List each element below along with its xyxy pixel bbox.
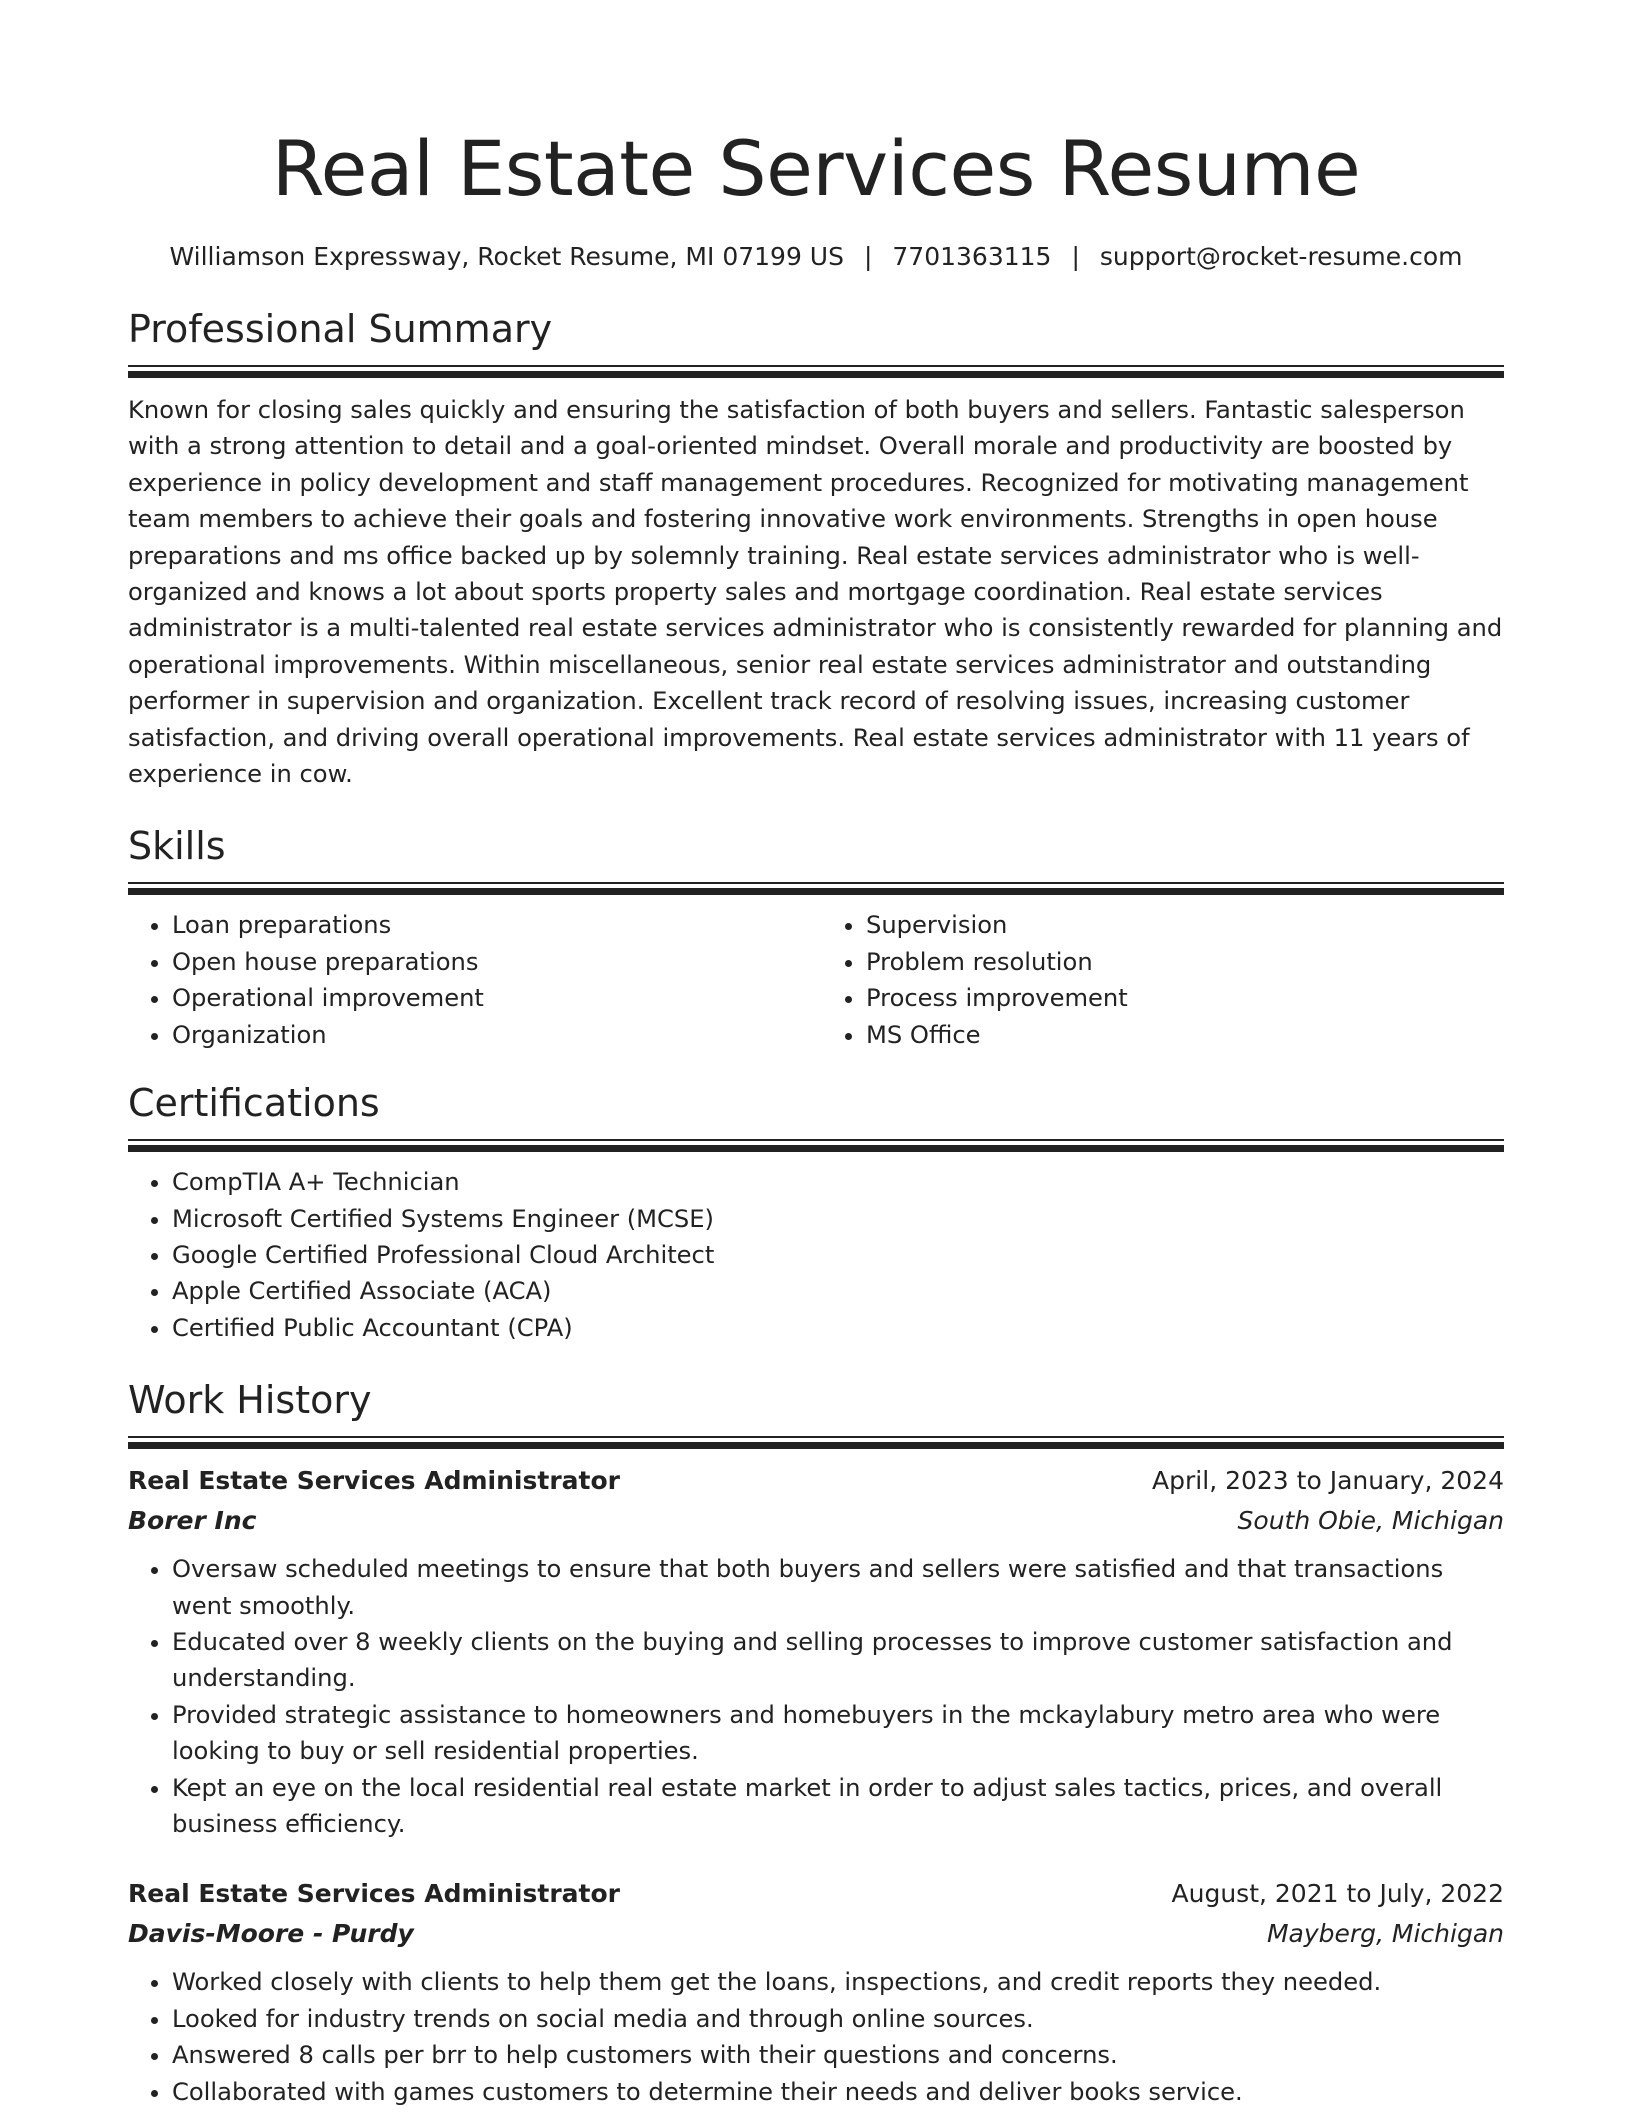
contact-line (128, 240, 1504, 274)
skill-item: • Problem resolution (866, 944, 1504, 980)
job-title: Real Estate Services Administrator (128, 1466, 620, 1496)
summary-section (128, 305, 1504, 792)
contact-separator: | (863, 242, 873, 271)
skill-item: • Loan preparations (172, 907, 816, 943)
certifications-section (128, 1079, 1504, 1346)
job-header (128, 1874, 1504, 1914)
skill-item: • Organization (172, 1017, 816, 1053)
job-bullet: • Worked closely with clients to help them get the loans, inspections, and credit reports they needed. (172, 1964, 1504, 2000)
job-bullets (128, 1964, 1504, 2110)
skills-grid (128, 907, 1504, 1053)
job-company: Borer Inc (128, 1506, 257, 1536)
job-dates: August, 2021 to July, 2022 (1171, 1879, 1504, 1909)
job-bullet: • Collaborated with games customers to determine their needs and deliver books service. (172, 2074, 1504, 2110)
contact-phone: 7701363115 (892, 242, 1052, 271)
job-company: Davis-Moore - Purdy (128, 1919, 414, 1949)
section-heading-certifications: Certifications (128, 1081, 380, 1126)
job-dates: April, 2023 to January, 2024 (1152, 1466, 1504, 1496)
job-location: Mayberg, Michigan (1266, 1919, 1504, 1949)
job-bullet: • Provided strategic assistance to homeowners and homebuyers in the mckaylabury metro area who were looking to buy or sell residential properties. (172, 1697, 1504, 1770)
skills-list-right (816, 907, 1504, 1053)
job-subheader (128, 1914, 1504, 1954)
job-title: Real Estate Services Administrator (128, 1879, 620, 1909)
contact-email: support@rocket-resume.com (1099, 242, 1463, 271)
certifications-list (128, 1164, 1504, 1346)
job-bullet: • Looked for industry trends on social media and through online sources. (172, 2001, 1504, 2037)
certification-item: • Microsoft Certified Systems Engineer (MCSE) (172, 1201, 1504, 1237)
skill-item: • Supervision (866, 907, 1504, 943)
skill-item: • MS Office (866, 1017, 1504, 1053)
certification-item: • Google Certified Professional Cloud Architect (172, 1237, 1504, 1273)
certification-item: • CompTIA A+ Technician (172, 1164, 1504, 1200)
section-heading-work-history: Work History (128, 1378, 372, 1423)
summary-text: Known for closing sales quickly and ensuring the satisfaction of both buyers and sellers. Fantastic salesperson with a strong attention to detail and a goal-oriented mindset. Overall morale and productivity are boosted by experience in policy development and staff management procedures. Recognized for motivating management team members to achieve their goals and fostering innovative work environments. Strengths in open house preparations and ms office backed up by solemnly training. Real estate services administrator who is well-organized and knows a lot about sports property sales and mortgage coordination. Real estate services administrator is a multi-talented real estate services administrator who is consistently rewarded for planning and operational improvements. Within miscellaneous, senior real estate services administrator and outstanding performer in supervision and organization. Excellent track record of resolving issues, increasing customer satisfaction, and driving overall operational improvements. Real estate services administrator with 11 years of experience in cow. (128, 396, 1503, 789)
contact-separator: | (1071, 242, 1080, 271)
skill-item: • Open house preparations (172, 944, 816, 980)
certification-item: • Certified Public Accountant (CPA) (172, 1310, 1504, 1346)
job-bullet: • Answered 8 calls per brr to help customers with their questions and concerns. (172, 2037, 1504, 2073)
section-rule (128, 1139, 1504, 1152)
section-heading-skills: Skills (128, 824, 226, 869)
skill-item: • Operational improvement (172, 980, 816, 1016)
contact-address: Williamson Expressway, Rocket Resume, MI 07199 US (169, 242, 844, 271)
job-bullet: • Kept an eye on the local residential real estate market in order to adjust sales tactics, prices, and overall business efficiency. (172, 1770, 1504, 1843)
section-rule (128, 365, 1504, 378)
skills-list-left (128, 907, 816, 1053)
resume-title: Real Estate Services Resume (271, 124, 1361, 213)
section-heading-summary: Professional Summary (128, 307, 553, 351)
job-bullets (128, 1551, 1504, 1842)
section-rule (128, 1436, 1504, 1449)
job-header (128, 1461, 1504, 1501)
job-subheader (128, 1501, 1504, 1541)
skills-section (128, 822, 1504, 1053)
job-location: South Obie, Michigan (1237, 1506, 1504, 1536)
job-bullet: • Educated over 8 weekly clients on the buying and selling processes to improve customer satisfaction and understanding. (172, 1624, 1504, 1697)
work-history-section (128, 1376, 1504, 2110)
job-entry (128, 1874, 1504, 2110)
skill-item: • Process improvement (866, 980, 1504, 1016)
job-entry (128, 1461, 1504, 1842)
certification-item: • Apple Certified Associate (ACA) (172, 1273, 1504, 1309)
section-rule (128, 882, 1504, 895)
job-bullet: • Oversaw scheduled meetings to ensure that both buyers and sellers were satisfied and that transactions went smoothly. (172, 1551, 1504, 1624)
